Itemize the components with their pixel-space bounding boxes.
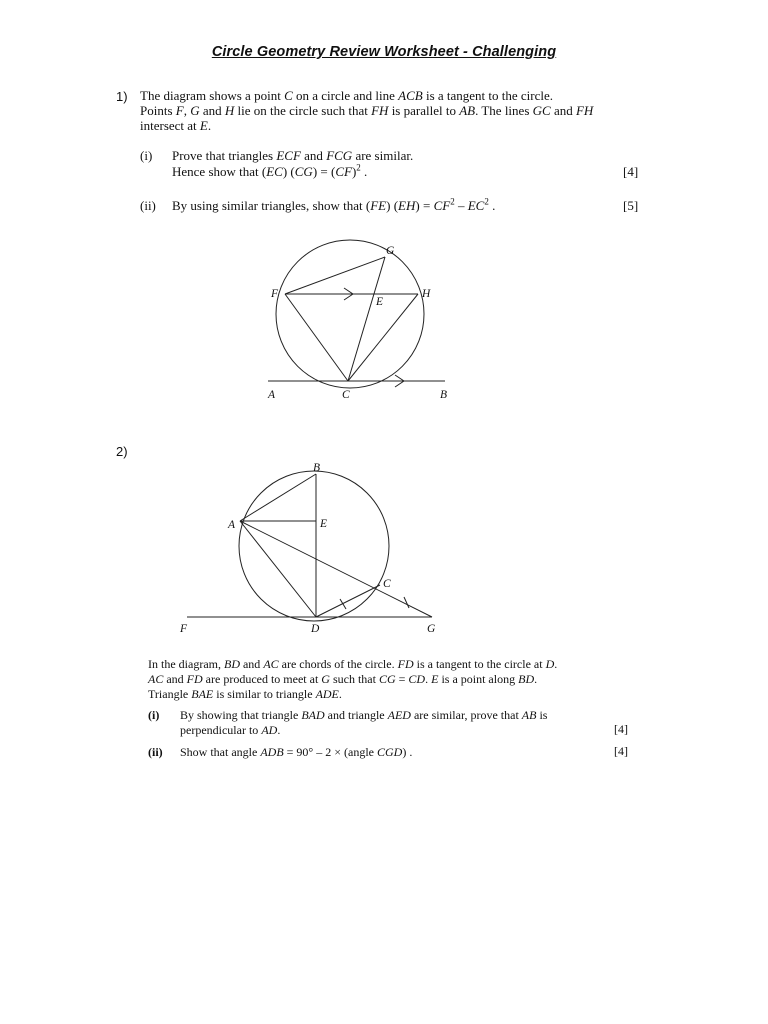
q2-chord-AD <box>240 521 316 617</box>
q1-chord-HC <box>348 294 418 381</box>
q1-label-A: A <box>268 389 276 401</box>
q1-label-E: E <box>376 296 384 308</box>
q2-part-ii-text: Show that angle ADB = 90° – 2 × (angle CGD) . <box>180 745 413 759</box>
q1-part-ii-marks: [5] <box>623 198 639 213</box>
q1-chord-FG <box>285 257 385 294</box>
q1-part-ii-label: (ii) <box>140 198 156 213</box>
q2-circle <box>239 471 389 621</box>
q2-part-i-marks: [4] <box>614 722 628 736</box>
q2-part-i-line-2: perpendicular to AD. <box>180 723 281 737</box>
q1-parallel-arrow-FH <box>344 288 353 300</box>
q1-circle <box>276 240 424 388</box>
q2-part-i-label: (i) <box>148 708 160 722</box>
q2-stem-line-3: Triangle BAE is similar to triangle ADE. <box>148 687 342 701</box>
q2-label-A: A <box>228 519 236 531</box>
question-2-number: 2) <box>116 444 128 459</box>
q2-tick-CD <box>340 599 346 609</box>
q2-part-i-line-1: By showing that triangle BAD and triangle AED are similar, prove that AB is <box>180 708 548 722</box>
q1-parallel-arrow-AB <box>395 375 404 387</box>
q1-part-i-label: (i) <box>140 148 153 163</box>
q2-part-ii-label: (ii) <box>148 745 163 759</box>
question-1-number: 1) <box>116 89 128 104</box>
q1-part-ii-text: By using similar triangles, show that (FE) $(EH) = CF^2 - EC^2$ . <box>172 196 496 213</box>
q1-part-i-line-2: Hence show that (EC) (CG) = (CF)$^2$ . <box>172 162 368 179</box>
q1-part-i-marks: [4] <box>623 164 639 179</box>
q2-label-E: E <box>320 518 328 530</box>
q2-label-B: B <box>313 462 321 474</box>
q2-tick-CG <box>404 597 409 608</box>
q2-stem-line-2: AC and FD are produced to meet at G such that CG = CD. E is a point along BD. <box>148 672 538 686</box>
q2-label-C: C <box>383 578 391 590</box>
q2-label-G: G <box>427 623 436 635</box>
q1-stem-line-2: Points F, G and H lie on the circle such that FH is parallel to AB. The lines GC and FH <box>140 103 594 118</box>
q1-stem-line-1: The diagram shows a point C on a circle and line ACB is a tangent to the circle. <box>140 88 554 103</box>
q1-label-F: F <box>271 288 279 300</box>
q2-label-F: F <box>180 623 188 635</box>
q2-line-ACG <box>240 521 432 617</box>
q2-label-D: D <box>311 623 320 635</box>
q1-label-H: H <box>422 288 431 300</box>
q2-part-ii-marks: [4] <box>614 744 628 758</box>
q1-label-C: C <box>342 389 350 401</box>
q2-segment-DC <box>316 585 380 617</box>
q1-part-i-line-1: Prove that triangles ECF and FCG are similar. <box>172 148 414 163</box>
q1-chord-GC <box>348 257 385 381</box>
q2-stem-line-1: In the diagram, BD and AC are chords of the circle. FD is a tangent to the circle at D. <box>148 657 558 671</box>
q1-chord-FC <box>285 294 348 381</box>
q1-stem-line-3: intersect at E. <box>140 118 212 133</box>
page-title: Circle Geometry Review Worksheet - Challenging <box>211 44 557 60</box>
q1-label-G: G <box>386 245 395 257</box>
q2-chord-AB <box>240 474 316 521</box>
q1-label-B: B <box>440 389 448 401</box>
